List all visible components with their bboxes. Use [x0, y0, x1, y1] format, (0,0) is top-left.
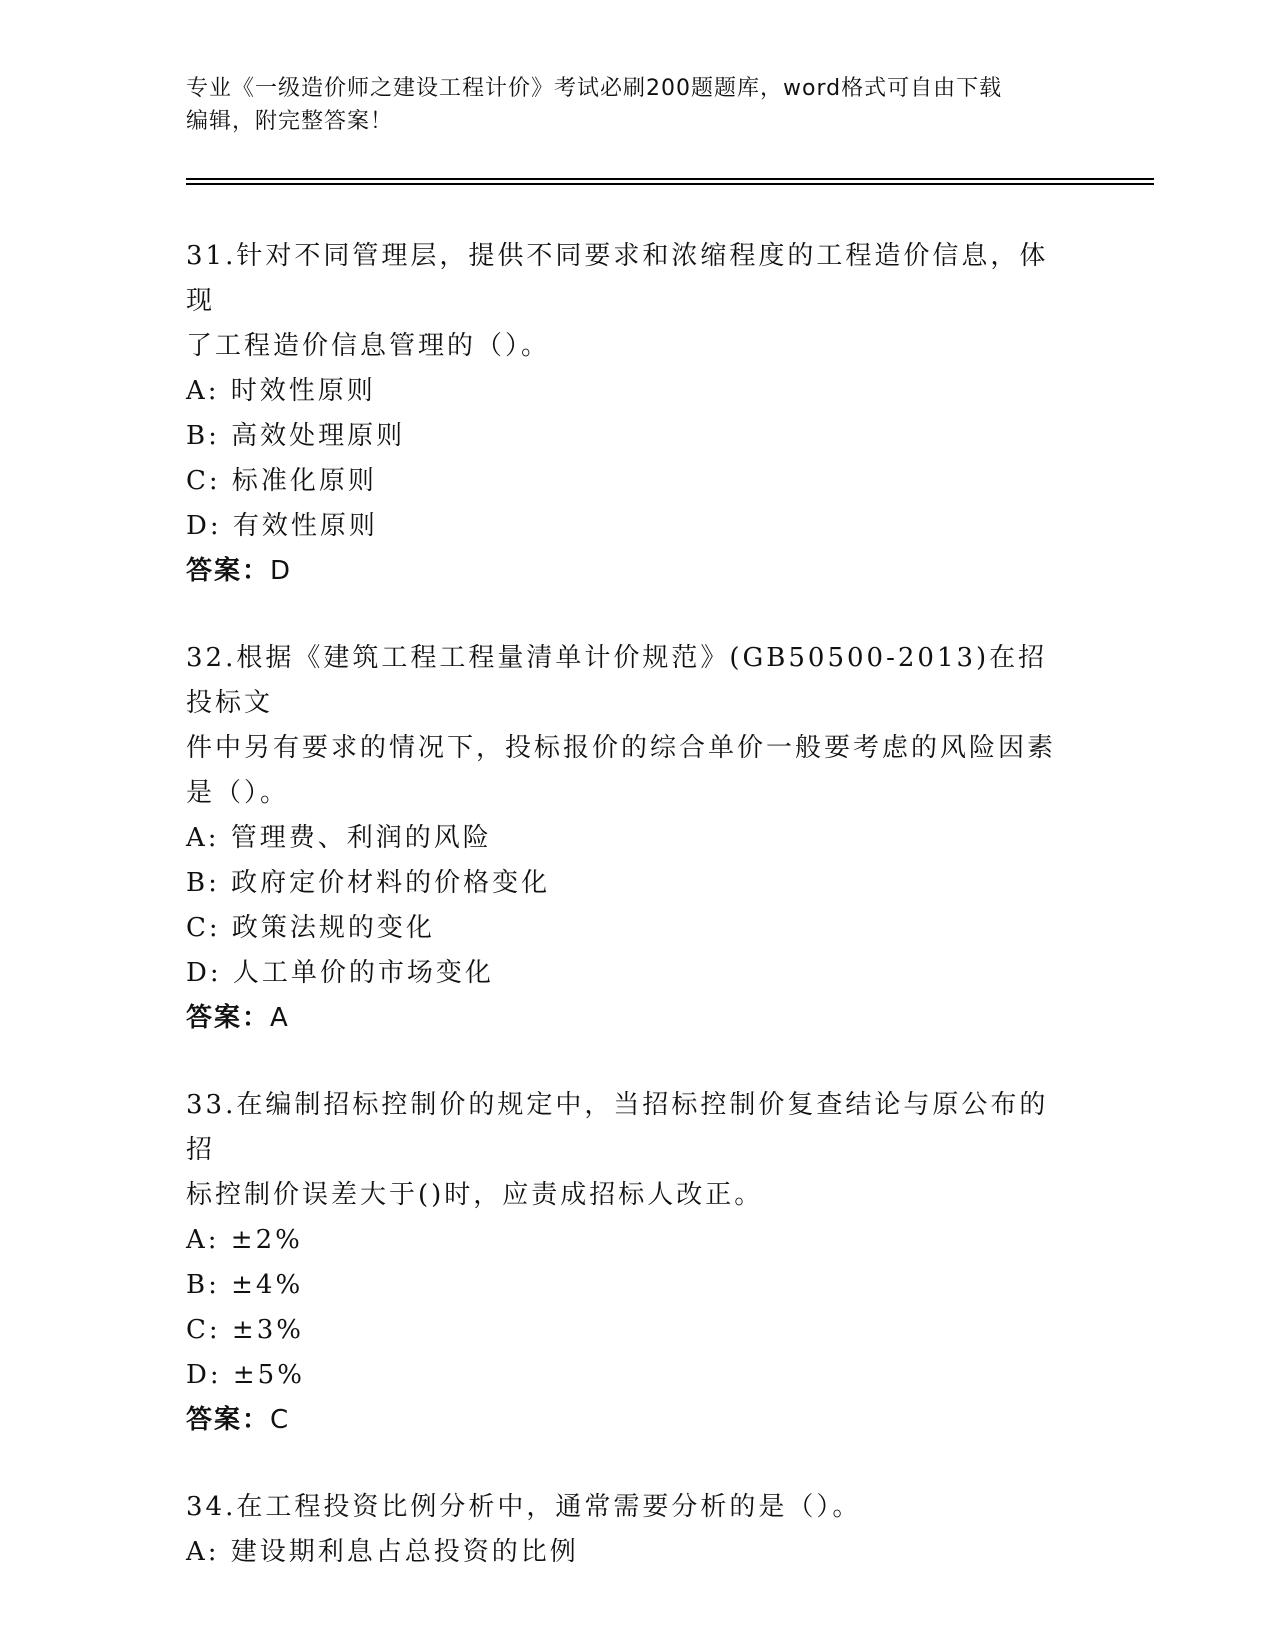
option-b: B: ±4% [186, 1270, 304, 1300]
header-line-1: 专业《一级造价师之建设工程计价》考试必刷200题题库，word格式可自由下载 [186, 76, 1003, 101]
answer-label: 答案： [186, 1405, 271, 1435]
header-divider-bottom [186, 183, 1154, 185]
question-32 [186, 636, 1076, 1041]
question-stem-line: 是（）。 [186, 778, 290, 808]
document-header [186, 72, 1086, 138]
question-33 [186, 1083, 1076, 1443]
question-stem-line: 34.在工程投资比例分析中，通常需要分析的是（）。 [186, 1492, 862, 1522]
option-c: C: 标准化原则 [186, 466, 377, 496]
question-stem-line: 31.针对不同管理层，提供不同要求和浓缩程度的工程造价信息，体现 [186, 241, 1049, 316]
question-stem-line: 了工程造价信息管理的（）。 [186, 331, 551, 361]
option-c: C: 政策法规的变化 [186, 913, 435, 943]
header-line-2: 编辑，附完整答案！ [186, 109, 394, 134]
option-d: D: 人工单价的市场变化 [186, 958, 494, 988]
question-31 [186, 234, 1076, 594]
question-stem-line: 33.在编制招标控制价的规定中，当招标控制价复查结论与原公布的招 [186, 1090, 1049, 1165]
question-stem-line: 件中另有要求的情况下，投标报价的综合单价一般要考虑的风险因素 [186, 733, 1057, 763]
answer-value: D [270, 556, 293, 586]
question-list [186, 234, 1076, 1617]
option-c: C: ±3% [186, 1315, 304, 1345]
answer-line [186, 996, 1076, 1041]
question-stem-line: 标控制价误差大于()时，应责成招标人改正。 [186, 1180, 764, 1210]
option-d: D: ±5% [186, 1360, 305, 1390]
answer-line [186, 549, 1076, 594]
answer-label: 答案： [186, 1003, 271, 1033]
option-a: A: 管理费、利润的风险 [186, 823, 492, 853]
option-a: A: 时效性原则 [186, 376, 376, 406]
option-a: A: 建设期利息占总投资的比例 [186, 1537, 579, 1567]
option-b: B: 政府定价材料的价格变化 [186, 868, 551, 898]
answer-label: 答案： [186, 556, 271, 586]
question-stem-line: 32.根据《建筑工程工程量清单计价规范》(GB50500-2013)在招投标文 [186, 643, 1048, 718]
answer-value: A [270, 1003, 290, 1033]
option-a: A: ±2% [186, 1225, 303, 1255]
answer-value: C [270, 1405, 291, 1435]
answer-line [186, 1398, 1076, 1443]
question-34 [186, 1485, 1076, 1575]
header-divider-top [186, 178, 1154, 180]
option-b: B: 高效处理原则 [186, 421, 406, 451]
option-d: D: 有效性原则 [186, 511, 378, 541]
